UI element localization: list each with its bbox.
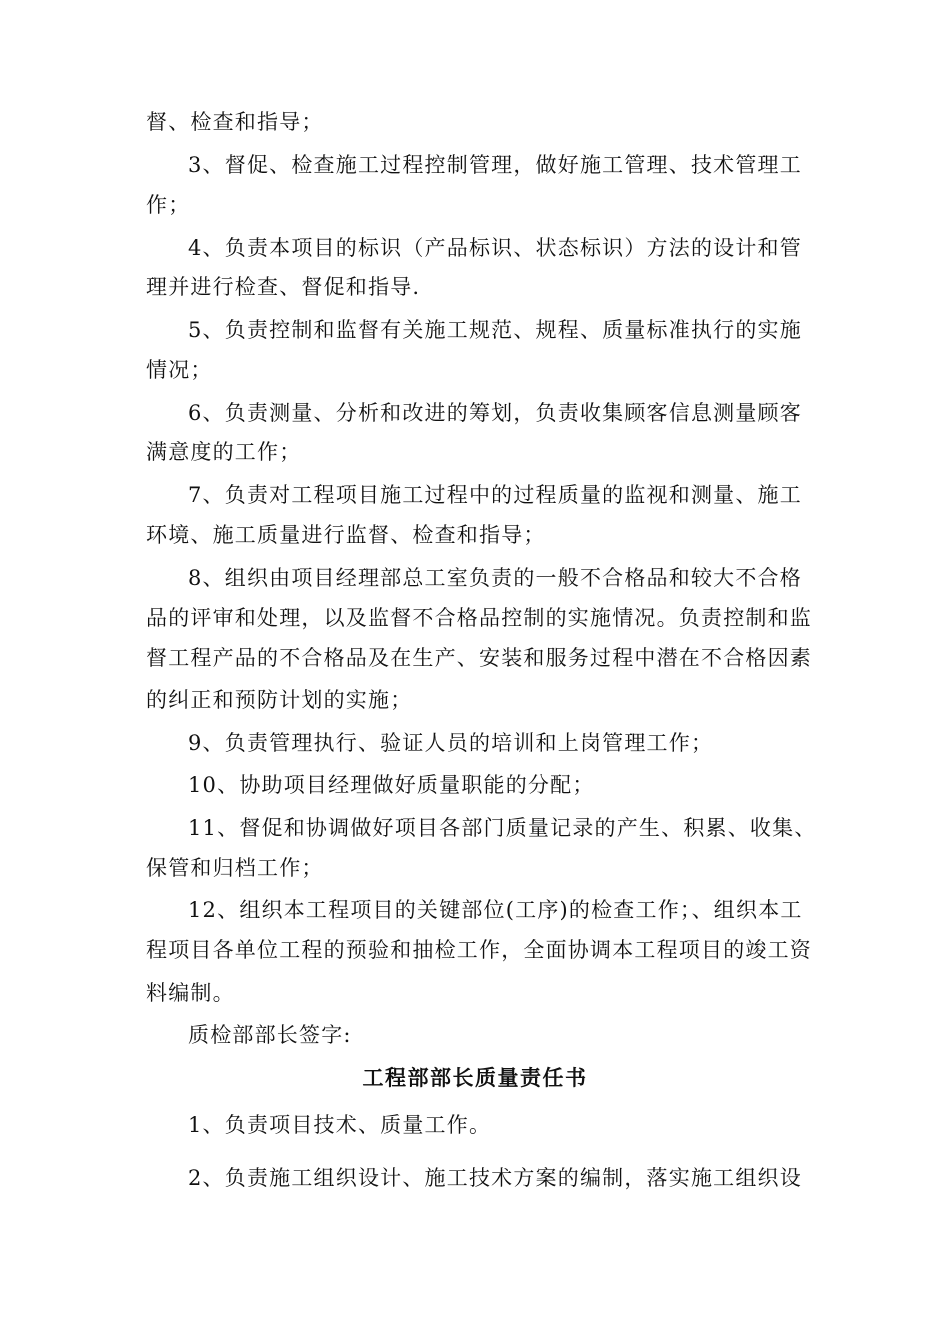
- item-8-line-2: 品的评审和处理，以及监督不合格品控制的实施情况。负责控制和监: [146, 606, 812, 630]
- text-line: 督、检查和指导；: [146, 110, 324, 134]
- section2-item-1: 1、负责项目技术、质量工作。: [188, 1113, 492, 1137]
- item-6-line-2: 满意度的工作；: [146, 440, 302, 464]
- item-8-line-1: 8、组织由项目经理部总工室负责的一般不合格品和较大不合格: [188, 566, 802, 590]
- item-6-line-1: 6、负责测量、分析和改进的筹划，负责收集顾客信息测量顾客: [188, 401, 802, 425]
- item-11-line-2: 保管和归档工作；: [146, 856, 324, 880]
- item-4-line-2: 理并进行检查、督促和指导.: [146, 275, 421, 299]
- item-3-line-1: 3、督促、检查施工过程控制管理，做好施工管理、技术管理工: [188, 153, 802, 177]
- item-3-line-2: 作；: [146, 193, 191, 217]
- section-title: 工程部部长质量责任书: [362, 1066, 588, 1090]
- item-12-line-1: 12、组织本工程项目的关键部位(工序)的检查工作；、组织本工: [188, 898, 803, 922]
- item-12-line-2: 程项目各单位工程的预验和抽检工作，全面协调本工程项目的竣工资: [146, 938, 812, 962]
- item-12-line-3: 料编制。: [146, 981, 235, 1005]
- section2-item-2: 2、负责施工组织设计、施工技术方案的编制，落实施工组织设: [188, 1166, 802, 1190]
- item-5-line-2: 情况；: [146, 358, 213, 382]
- item-11-line-1: 11、督促和协调做好项目各部门质量记录的产生、积累、收集、: [188, 816, 817, 840]
- signature-label: 质检部部长签字:: [188, 1023, 352, 1047]
- item-8-line-3: 督工程产品的不合格品及在生产、安装和服务过程中潜在不合格因素: [146, 646, 812, 670]
- item-5-line-1: 5、负责控制和监督有关施工规范、规程、质量标准执行的实施: [188, 318, 802, 342]
- item-4-line-1: 4、负责本项目的标识（产品标识、状态标识）方法的设计和管: [188, 236, 802, 260]
- item-9-line-1: 9、负责管理执行、验证人员的培训和上岗管理工作；: [188, 731, 714, 755]
- item-8-line-4: 的纠正和预防计划的实施；: [146, 688, 413, 712]
- item-7-line-1: 7、负责对工程项目施工过程中的过程质量的监视和测量、施工: [188, 483, 802, 507]
- item-7-line-2: 环境、施工质量进行监督、检查和指导；: [146, 523, 546, 547]
- item-10-line-1: 10、协助项目经理做好质量职能的分配；: [188, 773, 595, 797]
